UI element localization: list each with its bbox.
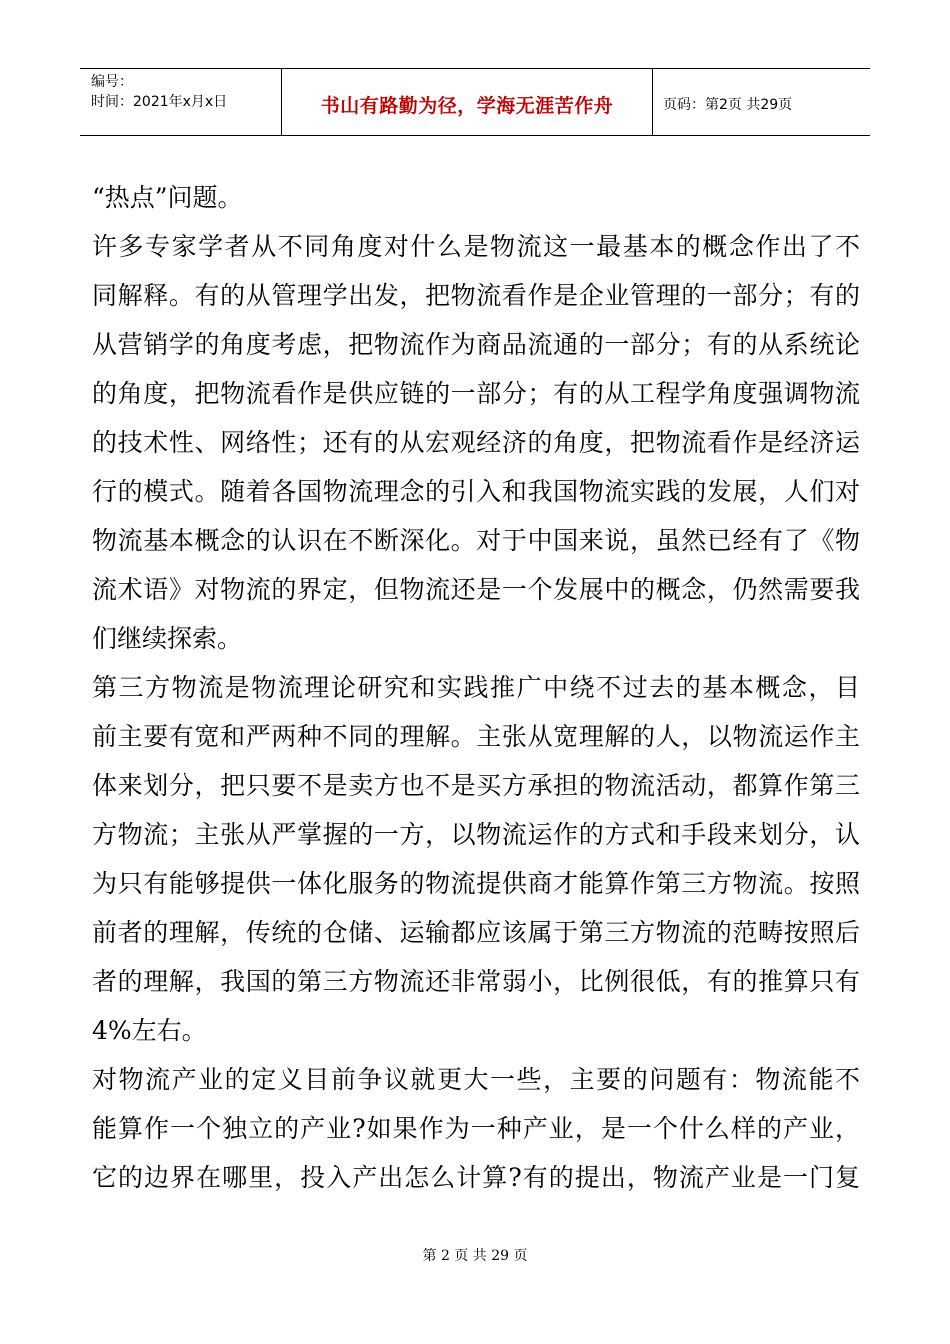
header-page-cell bbox=[653, 69, 870, 135]
body-text-line: 体来划分，把只要不是卖方也不是买方承担的物流活动，都算作第三 bbox=[92, 771, 860, 800]
doc-number-label: 编号： bbox=[91, 74, 133, 90]
header-motto-cell bbox=[281, 69, 653, 135]
body-text-line: 4%左右。 bbox=[92, 1016, 207, 1045]
body-text-line: 行的模式。随着各国物流理念的引入和我国物流实践的发展，人们对 bbox=[92, 477, 860, 506]
document-body bbox=[92, 173, 860, 1202]
doc-date-label: 时间：2021年x月x日 bbox=[91, 94, 228, 110]
header-meta-cell bbox=[80, 69, 281, 135]
page-footer: 第 2 页 共 29 页 bbox=[422, 1248, 528, 1264]
body-text-line: 为只有能够提供一体化服务的物流提供商才能算作第三方物流。按照 bbox=[92, 869, 860, 898]
body-text-line: 对物流产业的定义目前争议就更大一些，主要的问题有：物流能不 bbox=[92, 1065, 860, 1094]
body-text-line: 流术语》对物流的界定，但物流还是一个发展中的概念，仍然需要我 bbox=[92, 575, 860, 604]
body-text-line: 从营销学的角度考虑，把物流作为商品流通的一部分；有的从系统论 bbox=[92, 330, 860, 359]
page-header bbox=[80, 68, 870, 136]
body-text-line: 的角度，把物流看作是供应链的一部分；有的从工程学角度强调物流 bbox=[92, 379, 860, 408]
body-text-line: 们继续探索。 bbox=[92, 624, 243, 653]
body-text-line: 能算作一个独立的产业?如果作为一种产业，是一个什么样的产业， bbox=[92, 1114, 860, 1143]
body-text-line: 前主要有宽和严两种不同的理解。主张从宽理解的人，以物流运作主 bbox=[92, 722, 860, 751]
body-text-line: 方物流；主张从严掌握的一方，以物流运作的方式和手段来划分，认 bbox=[92, 820, 860, 849]
header-motto: 书山有路勤为径，学海无涯苦作舟 bbox=[320, 94, 614, 117]
body-text-line: 物流基本概念的认识在不断深化。对于中国来说，虽然已经有了《物 bbox=[92, 526, 860, 555]
body-text-line: 许多专家学者从不同角度对什么是物流这一最基本的概念作出了不 bbox=[92, 232, 860, 261]
body-text-line: 的技术性、网络性；还有的从宏观经济的角度，把物流看作是经济运 bbox=[92, 428, 860, 457]
body-text-line: 第三方物流是物流理论研究和实践推广中绕不过去的基本概念，目 bbox=[92, 673, 860, 702]
body-text-line: 者的理解，我国的第三方物流还非常弱小，比例很低，有的推算只有 bbox=[92, 967, 860, 996]
header-page-info: 页码：第2页 共29页 bbox=[663, 97, 793, 113]
body-text-line: “热点”问题。 bbox=[92, 183, 243, 212]
body-text-line: 前者的理解，传统的仓储、运输都应该属于第三方物流的范畴按照后 bbox=[92, 918, 860, 947]
body-text-line: 它的边界在哪里，投入产出怎么计算?有的提出，物流产业是一门复 bbox=[92, 1163, 860, 1192]
body-text-line: 同解释。有的从管理学出发，把物流看作是企业管理的一部分；有的 bbox=[92, 281, 860, 310]
